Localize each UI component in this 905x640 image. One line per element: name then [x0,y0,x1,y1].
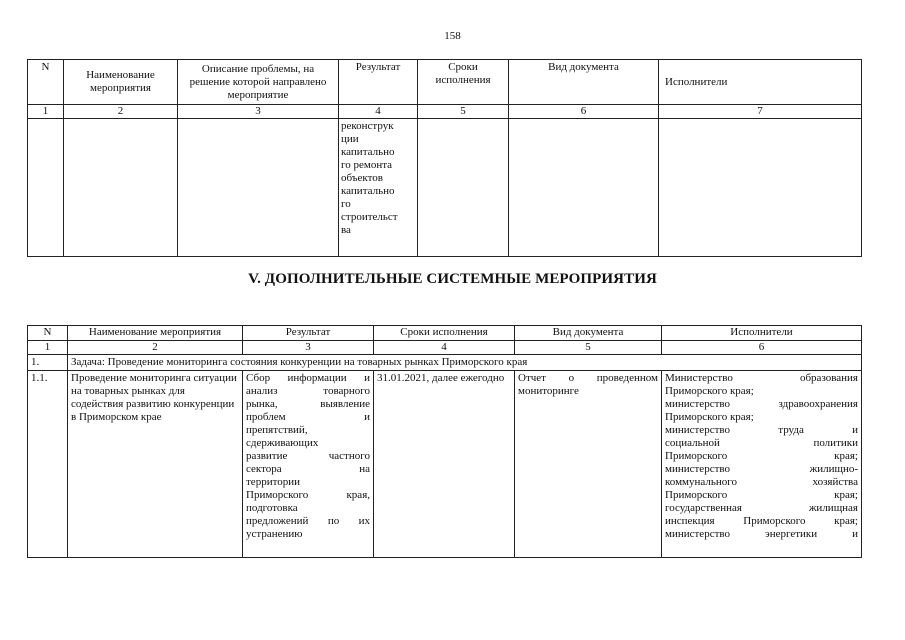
result-line: Приморского края, [246,489,370,501]
executor-line: Приморского края; [665,411,754,423]
executor-line: министерство труда и [665,424,858,436]
cell-empty [28,119,64,257]
table2-number-row [28,341,862,355]
table1-number-row [28,105,862,119]
executor-line: министерство жилищно- [665,463,858,475]
cell-empty [178,119,339,257]
result-line: реконструк [341,120,394,132]
col-header-problem: Описание проблемы, на решение которой направлено мероприятие [178,60,339,105]
activity-name: Проведение мониторинга ситуации на товарных рынках для содействия развитию конкуренции в Приморском крае [68,371,243,558]
result-line: ва [341,224,351,236]
section-title: V. ДОПОЛНИТЕЛЬНЫЕ СИСТЕМНЫЕ МЕРОПРИЯТИЯ [248,271,657,287]
additional-activities-table [27,325,862,558]
col-number: 6 [509,105,659,119]
result-line: анализ товарного [246,385,370,397]
result-line: препятствий, [246,424,308,436]
result-line: рынка, выявление [246,398,370,410]
table2-header-row [28,326,862,341]
executor-line: государственная жилищная [665,502,858,514]
col-number: 5 [515,341,662,355]
executor-line: Приморского края; [665,489,858,501]
page-number: 158 [444,30,461,42]
result-line: подготовка [246,502,298,514]
executor-line: министерство энергетики и [665,528,858,540]
col-header-name: Наименование мероприятия [68,326,243,341]
activity-document: Отчет о проведенном мониторинге [515,371,662,558]
col-number: 2 [68,341,243,355]
col-header-result: Результат [339,60,418,105]
col-number: 3 [243,341,374,355]
result-line: объектов [341,172,383,184]
col-header-n: N [28,326,68,341]
cell-empty [509,119,659,257]
col-number: 2 [64,105,178,119]
activity-deadline: 31.01.2021, далее ежегодно [374,371,515,558]
col-header-result: Результат [243,326,374,341]
col-number: 5 [418,105,509,119]
task-row [28,355,862,371]
result-line: ции [341,133,359,145]
result-line: предложений по их [246,515,370,527]
col-number: 4 [339,105,418,119]
col-header-executors: Исполнители [662,326,862,341]
executor-line: социальной политики [665,437,858,449]
col-header-name: Наименование мероприятия [64,60,178,105]
activity-executors [662,371,862,558]
result-line: территории [246,476,301,488]
col-header-document: Вид документа [509,60,659,105]
result-line: Сбор информации и [246,372,370,384]
col-number: 1 [28,341,68,355]
col-header-document: Вид документа [515,326,662,341]
cell-empty [64,119,178,257]
activity-number: 1.1. [28,371,68,558]
executor-line: коммунального хозяйства [665,476,858,488]
col-number: 3 [178,105,339,119]
result-line: устранению [246,528,303,540]
col-header-deadline: Сроки исполнения [418,60,509,105]
executor-line: инспекция Приморского края; [665,515,858,527]
cell-empty [659,119,862,257]
cell-empty [418,119,509,257]
result-line: капитально [341,185,395,197]
table1-header-row [28,60,862,105]
result-line: го [341,198,351,210]
result-line: го ремонта [341,159,393,171]
result-line: строительст [341,211,398,223]
executor-line: Приморского края; [665,450,858,462]
executor-line: министерство здравоохранения [665,398,858,410]
result-line: сектора на [246,463,370,475]
col-header-executors: Исполнители [659,60,862,105]
result-line: развитие частного [246,450,370,462]
col-number: 4 [374,341,515,355]
activities-table-continued [27,59,862,257]
col-header-n: N [28,60,64,105]
col-number: 6 [662,341,862,355]
cell-result [339,119,418,257]
col-header-deadline: Сроки исполнения [374,326,515,341]
result-line: капитально [341,146,395,158]
result-line: проблем и [246,411,370,423]
executor-line: Министерство образования [665,372,858,384]
col-number: 1 [28,105,64,119]
table1-body-row [28,119,862,257]
col-number: 7 [659,105,862,119]
activity-result [243,371,374,558]
result-line: сдерживающих [246,437,319,449]
activity-row [28,371,862,558]
task-text: Задача: Проведение мониторинга состояния конкуренции на товарных рынках Приморского края [68,355,862,371]
executor-line: Приморского края; [665,385,754,397]
task-number: 1. [28,355,68,371]
